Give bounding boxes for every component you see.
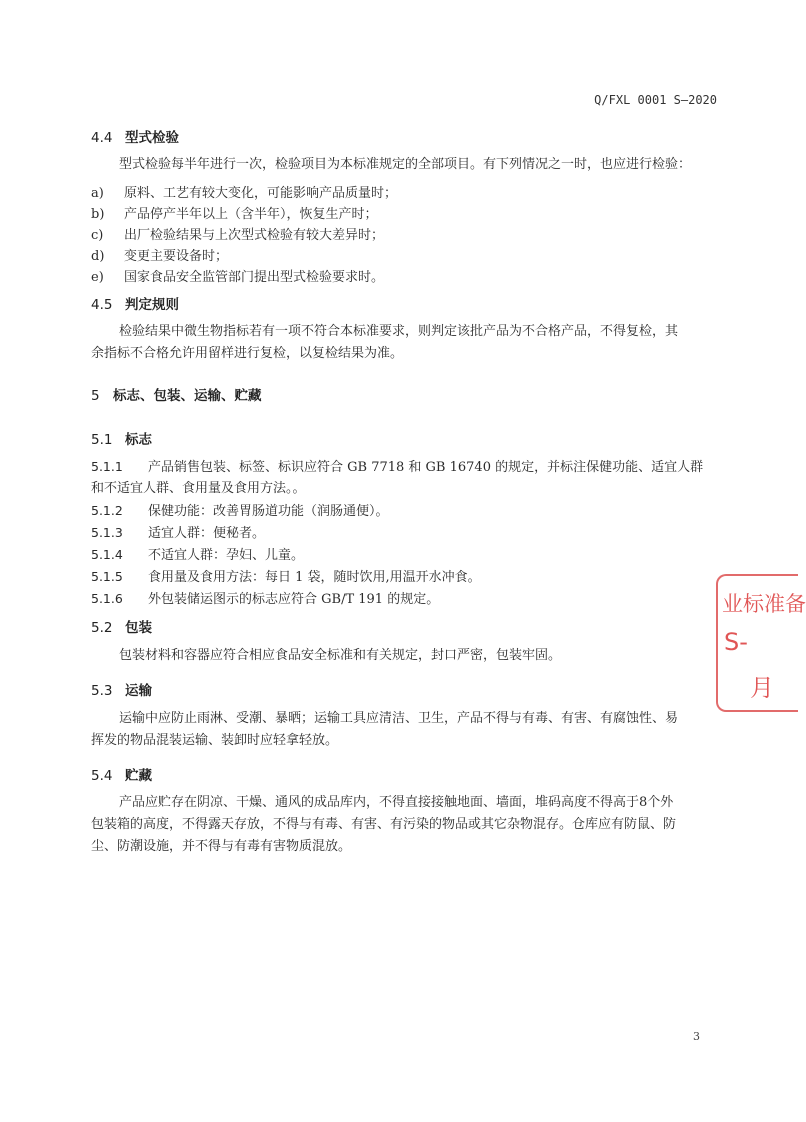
paragraph: 包装材料和容器应符合相应食品安全标准和有关规定，封口严密，包装牢固。 — [119, 648, 562, 663]
section-4-4-heading — [91, 126, 179, 146]
section-title: 贮藏 — [125, 768, 152, 784]
clause-5-1-5 — [91, 566, 481, 589]
clause-text: 保健功能：改善胃肠道功能（润肠通便）。 — [148, 504, 389, 519]
section-title: 标志 — [125, 432, 152, 448]
clause-number: 5.1.6 — [91, 591, 123, 606]
page-number: 3 — [693, 1030, 700, 1043]
filing-stamp — [716, 574, 806, 712]
clause-5-1-4 — [91, 544, 304, 567]
stamp-line-2: S- — [724, 628, 748, 656]
clause-5-1-6 — [91, 588, 439, 611]
clause-number: 5.1.2 — [91, 503, 123, 518]
clause-number: 5.1.1 — [91, 459, 123, 474]
clause-text: 不适宜人群：孕妇、儿童。 — [148, 548, 305, 563]
list-label: b) — [91, 207, 105, 222]
clause-5-1-2 — [91, 500, 389, 523]
paragraph: 包装箱的高度，不得露天存放，不得与有毒、有害、有污染的物品或其它杂物混存。仓库应有防鼠、防 — [91, 817, 677, 832]
paragraph: 尘、防潮设施，并不得与有毒有害物质混放。 — [91, 839, 352, 854]
paragraph: 余指标不合格允许用留样进行复检，以复检结果为准。 — [91, 346, 404, 361]
section-number: 5.2 — [91, 620, 113, 636]
section-5-3-heading — [91, 679, 152, 699]
clause-text: 食用量及食用方法：每日 1 袋，随时饮用,用温开水冲食。 — [148, 570, 481, 585]
clause-text: 产品销售包装、标签、标识应符合 GB 7718 和 GB 16740 的规定，并标注保健功能、适宜人群 — [148, 460, 704, 475]
section-number: 5 — [91, 388, 100, 404]
paragraph: 挥发的物品混装运输、装卸时应轻拿轻放。 — [91, 733, 339, 748]
section-number: 5.4 — [91, 768, 113, 784]
list-item — [91, 182, 397, 201]
list-text: 变更主要设备时； — [124, 249, 229, 264]
section-title: 包装 — [125, 620, 152, 636]
list-item — [91, 245, 228, 264]
clause-text: 外包装储运图示的标志应符合 GB/T 191 的规定。 — [148, 592, 440, 607]
section-title: 判定规则 — [125, 297, 179, 313]
list-label: a) — [91, 186, 104, 201]
section-number: 4.5 — [91, 297, 113, 313]
list-item — [91, 224, 384, 243]
paragraph: 运输中应防止雨淋、受潮、暴晒；运输工具应清洁、卫生，产品不得与有毒、有害、有腐蚀性、易 — [119, 711, 679, 726]
section-number: 4.4 — [91, 130, 113, 146]
section-5-1-heading — [91, 428, 152, 448]
section-title: 标志、包装、运输、贮藏 — [113, 388, 262, 404]
stamp-line-3: 月 — [750, 674, 774, 702]
clause-5-1-1 — [91, 456, 703, 479]
section-5-2-heading — [91, 616, 152, 636]
list-item — [91, 203, 378, 222]
stamp-line-1: 业标准备 — [722, 592, 806, 616]
clause-text: 适宜人群：便秘者。 — [148, 526, 266, 541]
list-label: e) — [91, 270, 104, 285]
paragraph: 型式检验每半年进行一次，检验项目为本标准规定的全部项目。有下列情况之一时，也应进行检验： — [119, 157, 692, 172]
section-4-5-heading — [91, 293, 179, 313]
section-title: 型式检验 — [125, 130, 179, 146]
list-label: d) — [91, 249, 105, 264]
list-text: 出厂检验结果与上次型式检验有较大差异时； — [124, 228, 385, 243]
clause-5-1-3 — [91, 522, 265, 545]
clause-number: 5.1.4 — [91, 547, 123, 562]
list-text: 产品停产半年以上（含半年），恢复生产时； — [124, 207, 378, 222]
section-number: 5.3 — [91, 683, 113, 699]
list-text: 国家食品安全监管部门提出型式检验要求时。 — [124, 270, 385, 285]
section-5-4-heading — [91, 764, 152, 784]
paragraph: 检验结果中微生物指标若有一项不符合本标准要求，则判定该批产品为不合格产品，不得复检，其 — [119, 324, 679, 339]
paragraph: 和不适宜人群、食用量及食用方法。。 — [91, 481, 306, 496]
clause-number: 5.1.5 — [91, 569, 123, 584]
list-item — [91, 266, 384, 285]
list-text: 原料、工艺有较大变化，可能影响产品质量时； — [124, 186, 398, 201]
section-5-heading — [91, 384, 262, 404]
standard-code: Q/FXL 0001 S—2020 — [594, 93, 717, 107]
paragraph: 产品应贮存在阴凉、干燥、通风的成品库内，不得直接接触地面、墙面，堆码高度不得高于8个外 — [119, 795, 674, 810]
section-title: 运输 — [125, 683, 152, 699]
list-label: c) — [91, 228, 104, 243]
clause-number: 5.1.3 — [91, 525, 123, 540]
section-number: 5.1 — [91, 432, 113, 448]
